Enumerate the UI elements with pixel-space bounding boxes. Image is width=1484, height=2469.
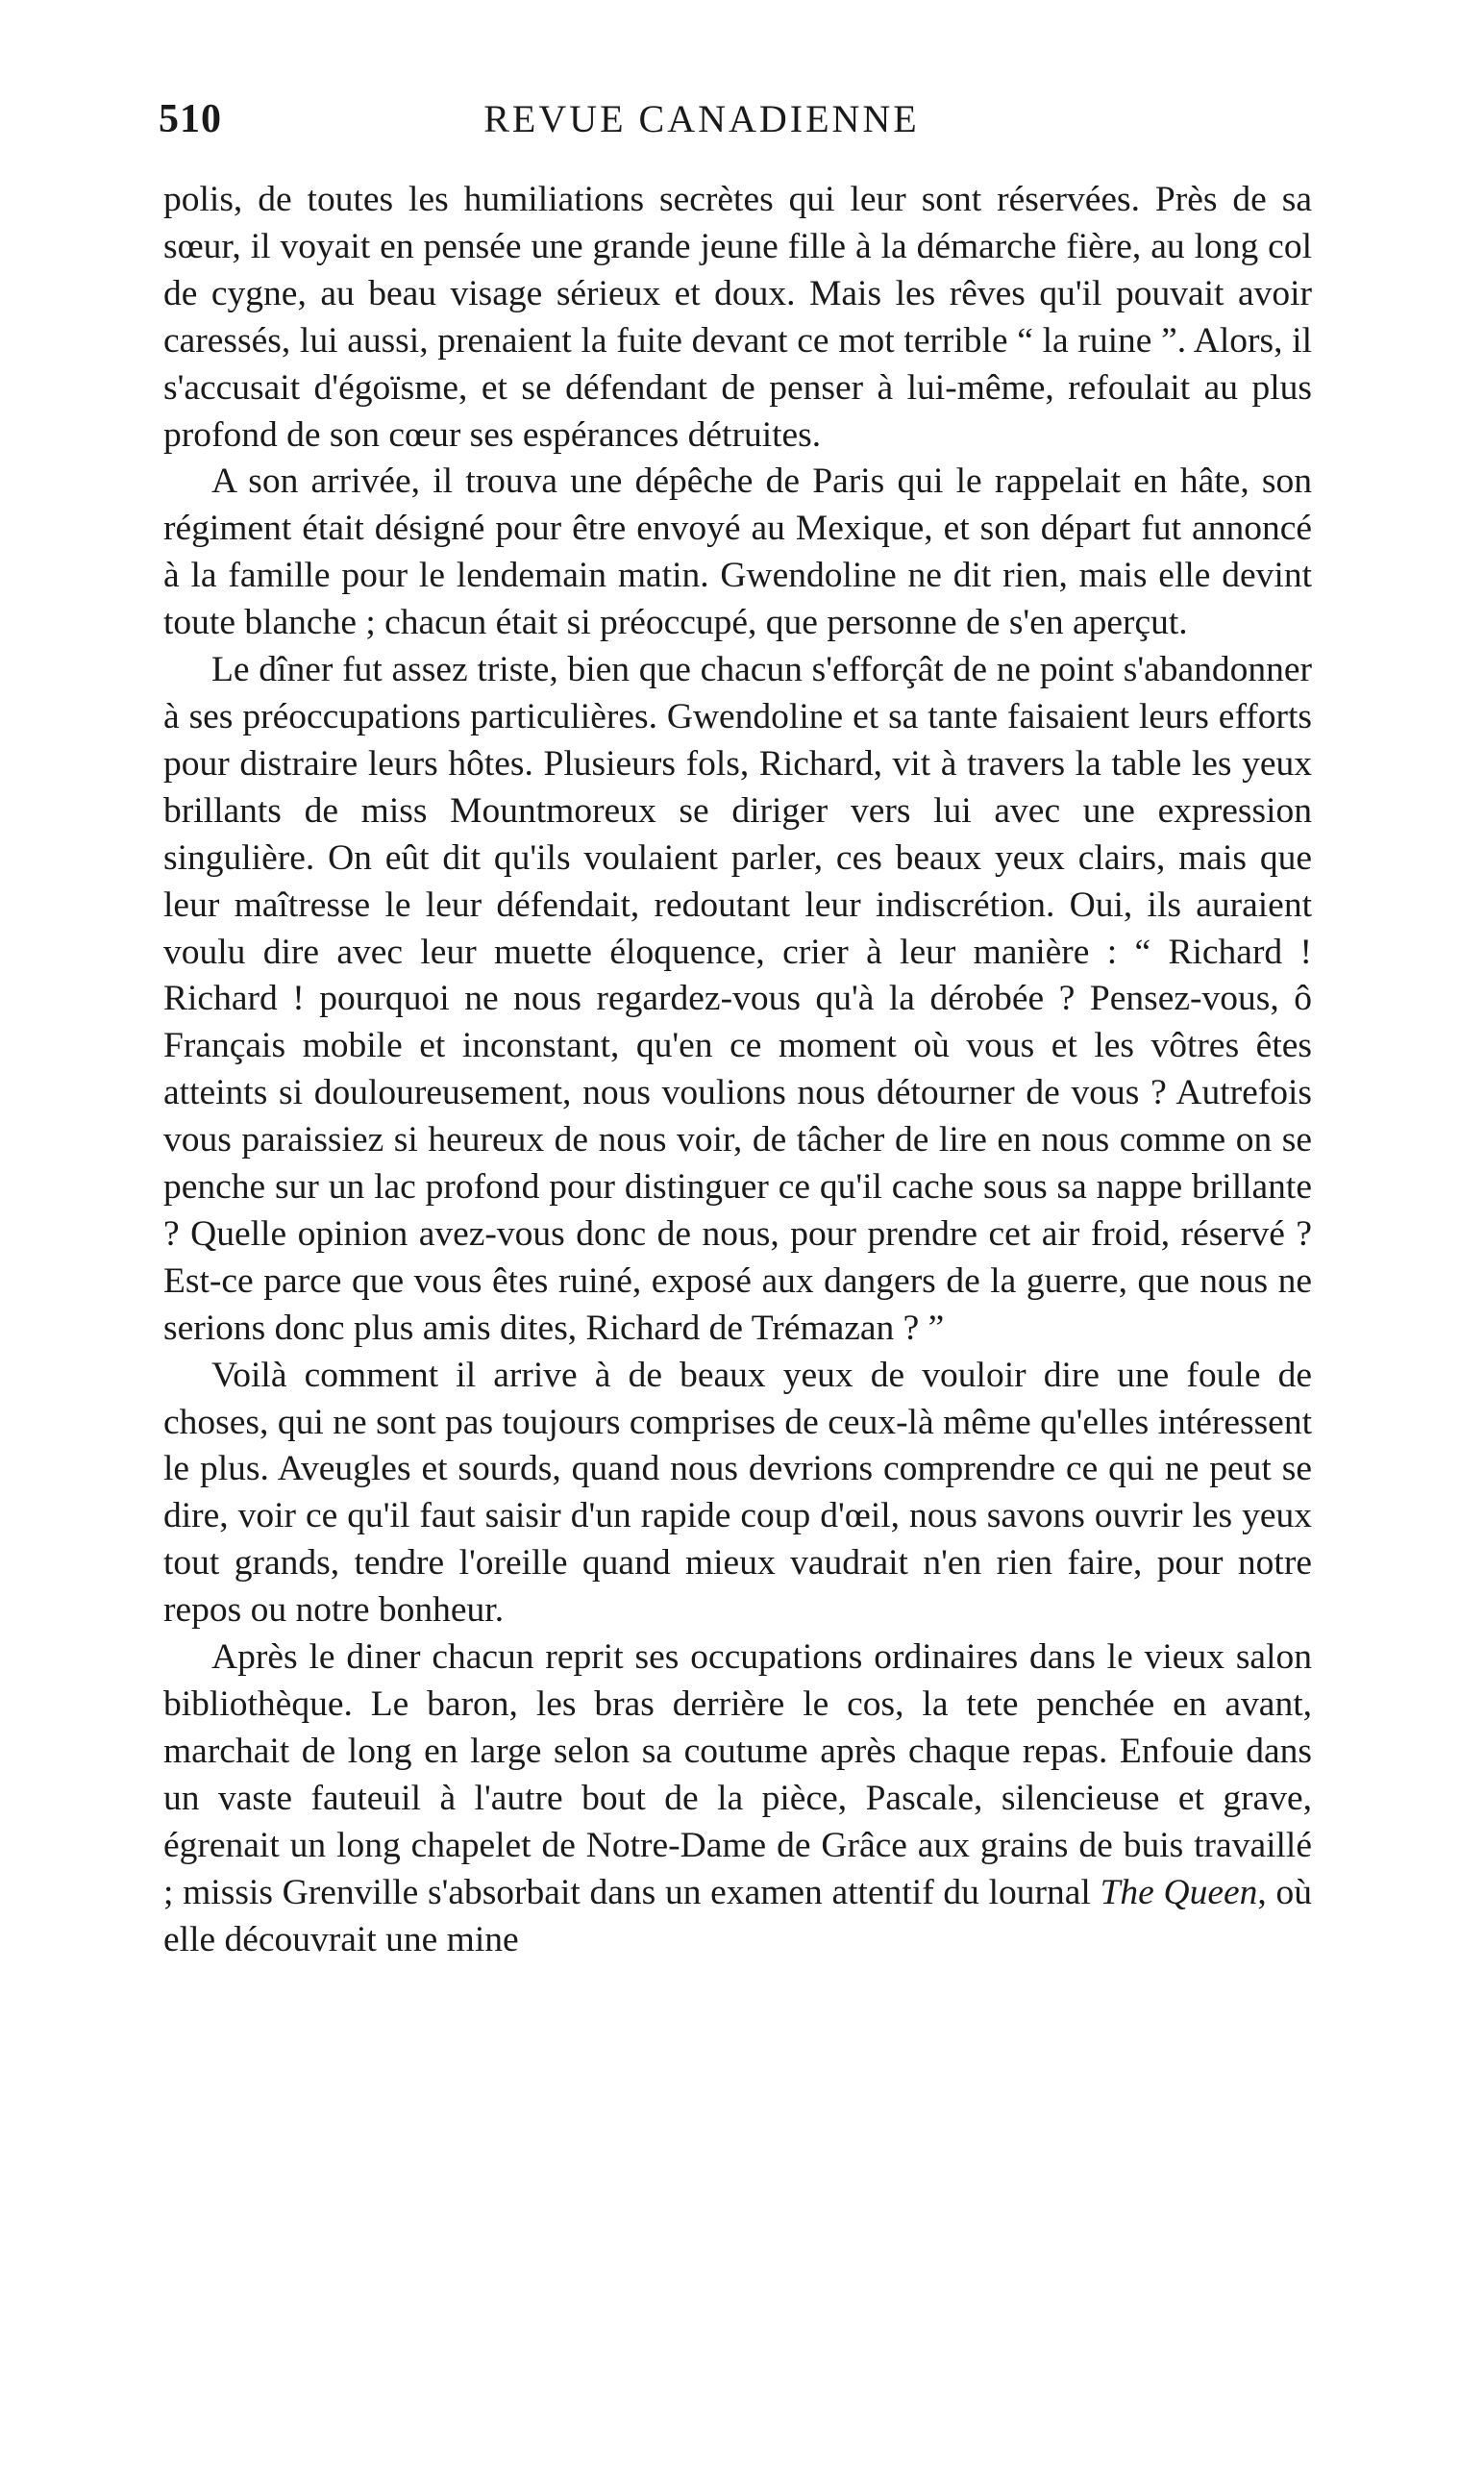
paragraph-5-tail: , où elle découvrait une mine — [163, 1872, 1312, 1959]
paragraph-1: polis, de toutes les humiliations secrètes qui leur sont réservées. Près de sa sœur, il voyait en pensée une grande jeune fille à la démarche fière, au long col de cygne, au beau visage sérieux et doux. Mais les rêves qu'il pouvait avoir caressés, lui aussi, prenaient la fuite devant ce mot terrible “ la ruine ”. Alors, il s'accusait d'égoïsme, et se défendant de penser à lui-même, refoulait au plus profond de son cœur ses espérances détruites. — [163, 180, 1312, 455]
page-header — [159, 96, 1331, 154]
paragraph-4: Voilà comment il arrive à de beaux yeux de vouloir dire une foule de choses, qui ne sont pas toujours comprises de ceux-là même qu'elles intéressent le plus. Aveugles et sourds, quand nous devrions comprendre ce qui ne peut se dire, voir ce qu'il faut saisir d'un rapide coup d'œil, nous savons ouvrir les yeux tout grands, tendre l'oreille quand mieux vaudrait n'en rien faire, pour notre repos ou notre bonheur. — [163, 1355, 1312, 1631]
page-number: 510 — [159, 97, 222, 141]
paragraph-2: A son arrivée, il trouva une dépêche de Paris qui le rappelait en hâte, son régiment était désigné pour être envoyé au Mexique, et son départ fut annoncé à la famille pour le lendemain matin. Gwendoline ne dit rien, mais elle devint toute blanche ; chacun était si préoccupé, que personne de s'en aperçut. — [163, 461, 1312, 643]
paragraph-5 — [163, 1634, 1312, 1963]
paragraph-5-text: Après le diner chacun reprit ses occupations ordinaires dans le vieux salon bibliothèque. Le baron, les bras derrière le cos, la tete penchée en avant, marchait de long en large selon sa coutume après chaque repas. Enfouie dans un vaste fauteuil à l'autre bout de la pièce, Pascale, silencieuse et grave, égrenait un long chapelet de Notre-Dame de Grâce aux grains de buis travaillé ; missis Grenville s'absorbait dans un examen attentif du lournal — [163, 1637, 1312, 1912]
running-title: REVUE CANADIENNE — [483, 97, 920, 140]
body-text — [163, 177, 1312, 1963]
newspaper-title: The Queen — [1100, 1872, 1258, 1912]
paragraph-3: Le dîner fut assez triste, bien que chacun s'efforçât de ne point s'abandonner à ses préoccupations particulières. Gwendoline et sa tante faisaient leurs efforts pour distraire leurs hôtes. Plusieurs fols, Richard, vit à travers la table les yeux brillants de miss Mountmoreux se diriger vers lui avec une expression singulière. On eût dit qu'ils voulaient parler, ces beaux yeux clairs, mais que leur maîtresse le leur défendait, redoutant leur indiscrétion. Oui, ils auraient voulu dire avec leur muette éloquence, crier à leur manière : “ Richard ! Richard ! pourquoi ne nous regardez-vous qu'à la dérobée ? Pensez-vous, ô Français mobile et inconstant, qu'en ce moment où vous et les vôtres êtes atteints si douloureusement, nous voulions nous détourner de vous ? Autrefois vous paraissiez si heureux de nous voir, de tâcher de lire en nous comme on se penche sur un lac profond pour distinguer ce qu'il cache sous sa nappe brillante ? Quelle opinion avez-vous donc de nous, pour prendre cet air froid, réservé ? Est-ce parce que vous êtes ruiné, exposé aux dangers de la guerre, que nous ne serions donc plus amis dites, Richard de Trémazan ? ” — [163, 650, 1312, 1348]
